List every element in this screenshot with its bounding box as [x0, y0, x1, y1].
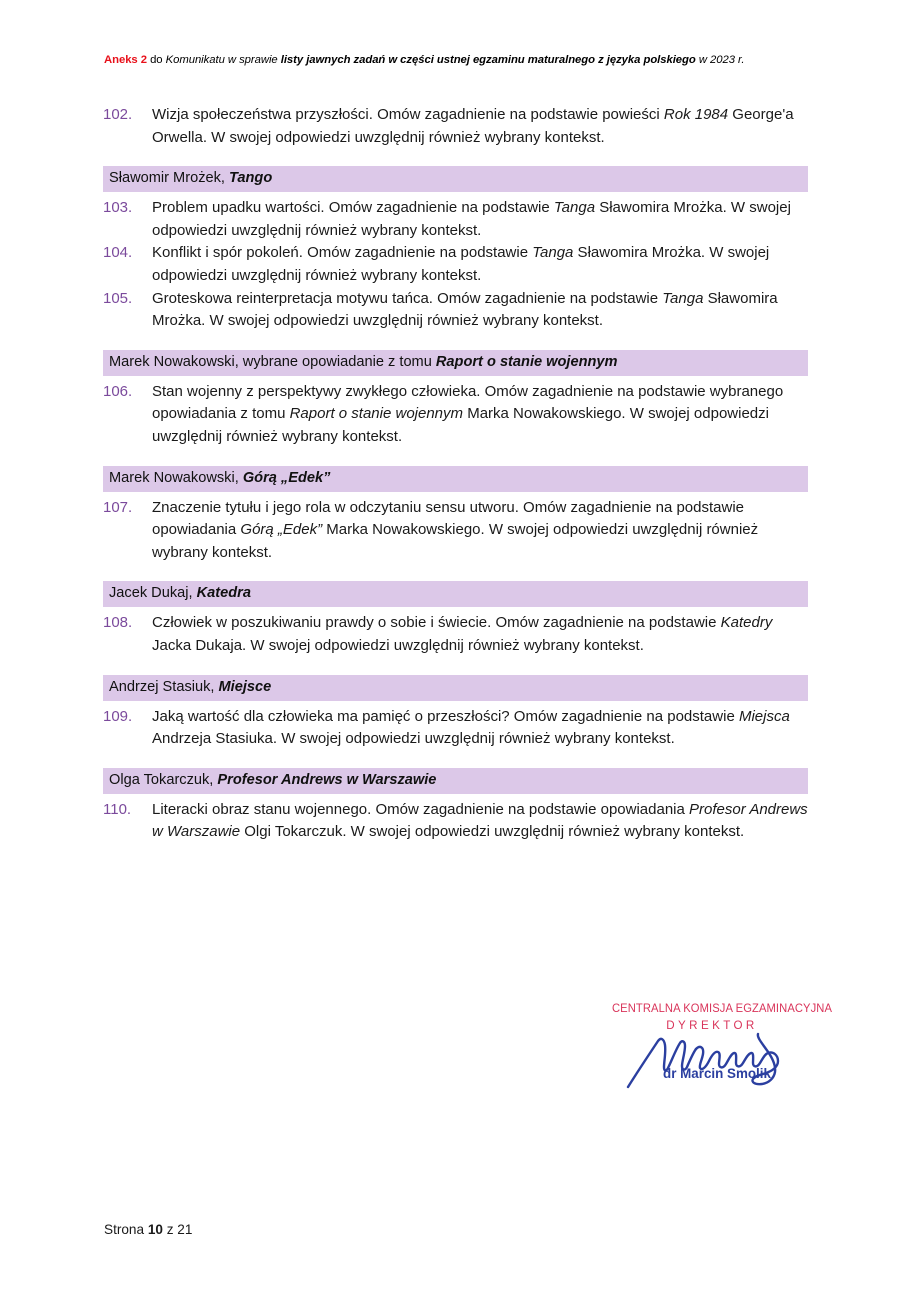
list-item — [103, 197, 815, 242]
section-header-bar — [103, 350, 808, 376]
item-text-post: Sławomira Mrożka. W swojej odpowiedzi uwzględnij również wybrany kontekst. — [152, 244, 770, 284]
item-text-pre: Konflikt i spór pokoleń. Omów zagadnienie na podstawie — [152, 244, 533, 262]
list-item — [103, 799, 815, 844]
signature-block — [608, 1002, 833, 1093]
item-work-title: Rok 1984 — [663, 106, 729, 123]
footer-page-number: 10 — [147, 1222, 163, 1237]
item-work-title: Górą „Edek” — [240, 521, 323, 539]
item-text — [152, 242, 815, 287]
list-item — [103, 706, 815, 751]
item-text — [152, 799, 815, 844]
section-author: Olga Tokarczuk, — [109, 771, 218, 788]
item-work-title: Katedry — [720, 614, 773, 632]
list-item — [103, 612, 815, 657]
section-work-title: Miejsce — [218, 678, 272, 695]
item-work-title: Tanga — [553, 199, 596, 217]
section-author: Marek Nowakowski, — [109, 469, 243, 486]
running-header — [104, 53, 810, 67]
section-spacer — [0, 333, 915, 350]
section-work-title: Tango — [229, 170, 273, 187]
item-text-post: Sławomira Mrożka. W swojej odpowiedzi uwzględnij również wybrany kontekst. — [152, 199, 791, 239]
section-header-bar — [103, 466, 808, 492]
item-number: 102. — [103, 106, 133, 123]
item-text-pre: Groteskowa reinterpretacja motywu tańca. Omów zagadnienie na podstawie — [152, 289, 663, 307]
signature-name: dr Marcin Smolik — [663, 1066, 771, 1081]
page-footer — [104, 1222, 192, 1237]
item-number: 105. — [103, 289, 133, 307]
item-number: 104. — [103, 244, 133, 262]
list-item — [103, 288, 815, 333]
header-connector: do — [146, 54, 166, 66]
item-text-post: Andrzeja Stasiuka. W swojej odpowiedzi uwzględnij również wybrany kontekst. — [152, 730, 675, 748]
item-text-pre: Stan wojenny z perspektywy zwykłego człowieka. Omów zagadnienie na podstawie wybranego opowiadania z tomu — [152, 382, 784, 423]
section-work-title: Górą „Edek” — [242, 469, 331, 486]
item-work-title: Miejsca — [738, 707, 790, 725]
list-item — [103, 497, 815, 565]
item-work-title: Profesor Andrews w Warszawie — [152, 800, 808, 841]
section-work-title: Profesor Andrews w Warszawie — [217, 771, 437, 788]
header-year: w 2023 r. — [695, 54, 745, 66]
item-text — [152, 197, 815, 242]
item-number: 103. — [103, 199, 133, 217]
header-aneks-label: Aneks 2 — [104, 54, 147, 66]
header-komunikat: Komunikatu w sprawie — [165, 54, 281, 66]
list-item — [103, 381, 815, 449]
item-number: 109. — [103, 707, 133, 725]
item-text-pre: Literacki obraz stanu wojennego. Omów zagadnienie na podstawie opowiadania — [152, 800, 690, 818]
sections-container — [0, 149, 915, 844]
item-text-post: Marka Nowakowskiego. W swojej odpowiedzi uwzględnij również wybrany kontekst. — [152, 521, 759, 561]
item-text-pre: Człowiek w poszukiwaniu prawdy o sobie i świecie. Omów zagadnienie na podstawie — [152, 614, 721, 632]
item-text-pre: Problem upadku wartości. Omów zagadnienie na podstawie — [152, 199, 554, 217]
content-body — [0, 104, 915, 844]
list-item — [103, 104, 815, 149]
section-spacer — [0, 564, 915, 581]
section-spacer — [0, 149, 915, 166]
section-header-bar — [103, 581, 808, 607]
section-spacer — [0, 658, 915, 675]
item-text-pre: Znaczenie tytułu i jego rola w odczytaniu sensu utworu. Omów zagadnienie na podstawie opowiadania — [152, 498, 745, 539]
item-text — [152, 612, 815, 657]
footer-suffix: z 21 — [162, 1222, 193, 1237]
item-work-title: Tanga — [662, 289, 704, 307]
section-author: Jacek Dukaj, — [109, 585, 197, 602]
item-text — [152, 104, 815, 149]
item-work-title: Raport o stanie wojennym — [289, 405, 464, 423]
section-author: Andrzej Stasiuk, — [109, 678, 219, 695]
list-item — [103, 242, 815, 287]
item-text-post: George'a Orwella. W swojej odpowiedzi uwzględnij również wybrany kontekst. — [152, 106, 794, 146]
header-title: listy jawnych zadań w części ustnej egzaminu maturalnego z języka polskiego — [280, 54, 696, 66]
section-header-bar — [103, 768, 808, 794]
section-header-bar — [103, 675, 808, 701]
item-text-pre: Wizja społeczeństwa przyszłości. Omów zagadnienie na podstawie powieści — [152, 106, 664, 123]
footer-prefix: Strona — [104, 1222, 148, 1237]
signature-role: DYREKTOR — [666, 1019, 758, 1032]
item-work-title: Tanga — [532, 244, 574, 262]
item-text-post: Jacka Dukaja. W swojej odpowiedzi uwzględnij również wybrany kontekst. — [152, 636, 644, 654]
section-work-title: Raport o stanie wojennym — [435, 353, 618, 370]
item-number: 106. — [103, 382, 133, 400]
item-text — [152, 381, 815, 449]
item-number: 110. — [103, 800, 132, 818]
item-number: 107. — [103, 498, 133, 516]
item-text-post: Marka Nowakowskiego. W swojej odpowiedzi uwzględnij również wybrany kontekst. — [152, 405, 769, 445]
item-text-post: Olgi Tokarczuk. W swojej odpowiedzi uwzględnij również wybrany kontekst. — [240, 823, 745, 841]
section-header-bar — [103, 166, 808, 192]
section-spacer — [0, 449, 915, 466]
item-text — [152, 497, 815, 565]
item-number: 108. — [103, 614, 133, 632]
item-text-pre: Jaką wartość dla człowieka ma pamięć o przeszłości? Omów zagadnienie na podstawie — [152, 707, 739, 725]
section-author: Marek Nowakowski, wybrane opowiadanie z tomu — [109, 353, 436, 370]
item-text-post: Sławomira Mrożka. W swojej odpowiedzi uwzględnij również wybrany kontekst. — [152, 289, 778, 330]
section-work-title: Katedra — [196, 585, 251, 602]
item-text — [152, 706, 815, 751]
signature-organization: CENTRALNA KOMISJA EGZAMINACYJNA — [612, 1002, 833, 1016]
section-spacer — [0, 751, 915, 768]
item-text — [152, 288, 815, 333]
section-author: Sławomir Mrożek, — [109, 170, 230, 187]
